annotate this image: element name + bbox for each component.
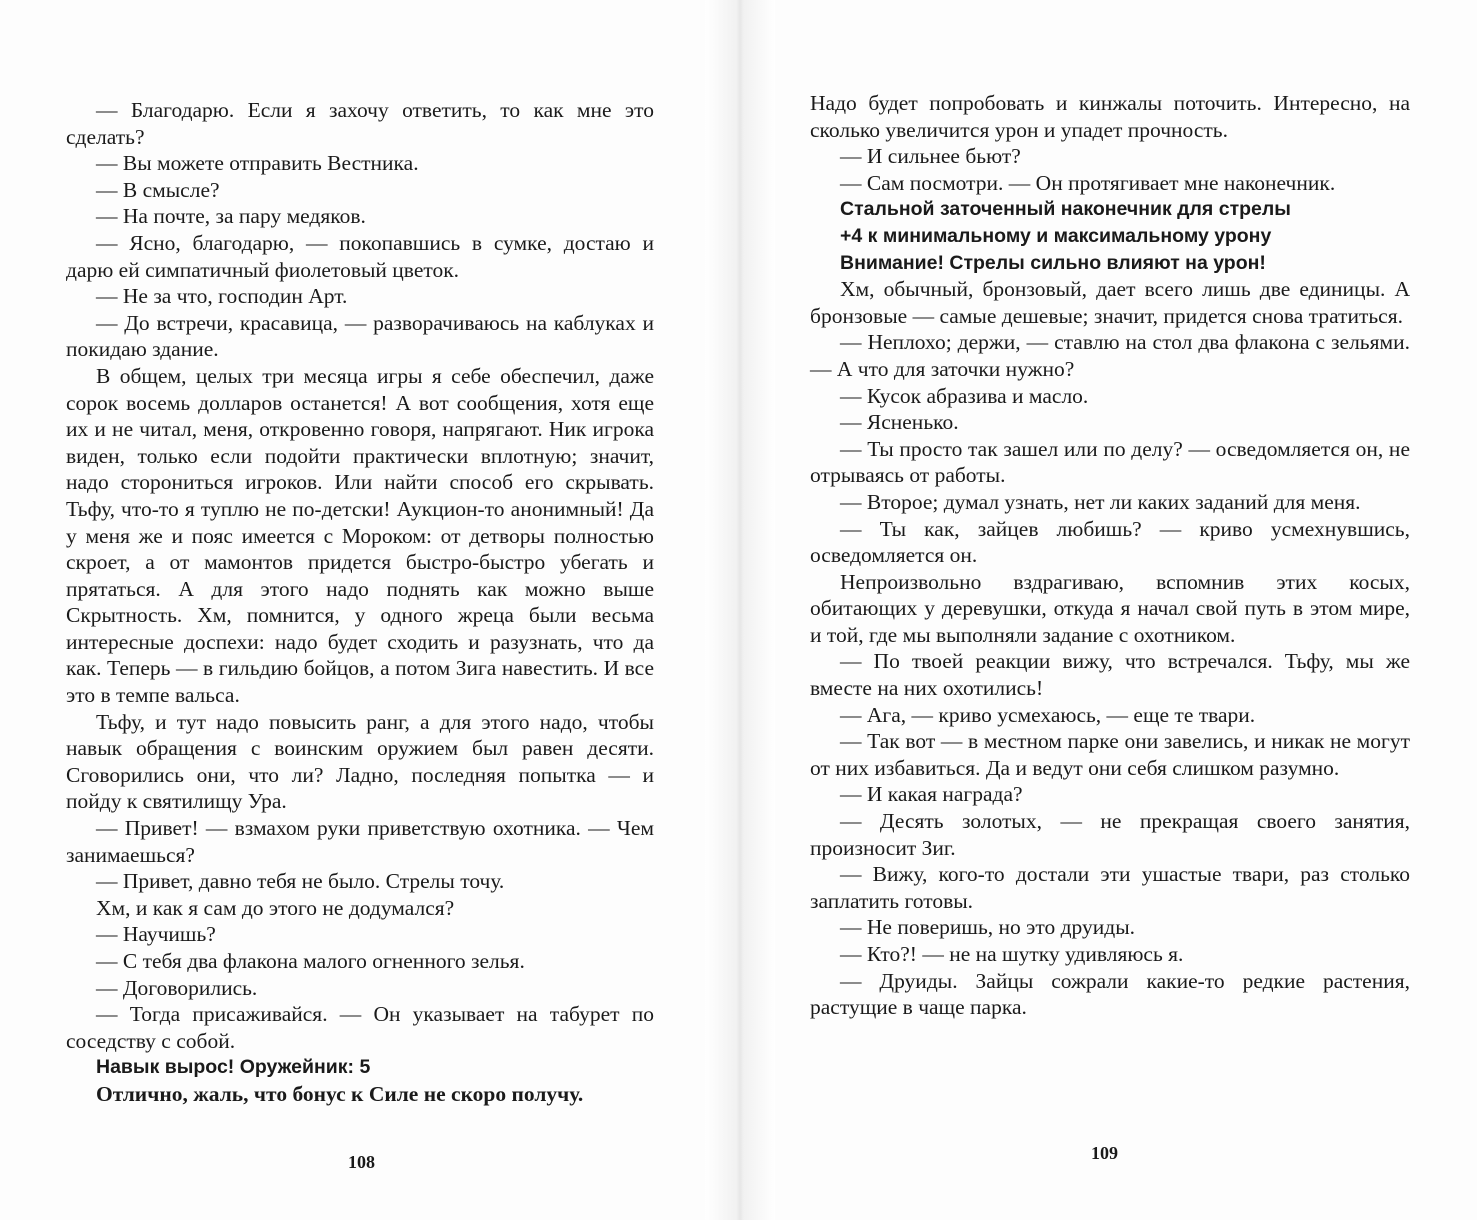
left-page-text [66,97,654,1108]
paragraph: — Тогда присаживайся. — Он указывает на табурет по соседству с собой. [66,1002,654,1053]
paragraph: — Друиды. Зайцы сожрали какие-то редкие растения, растущие в чаще парка. [810,968,1410,1020]
paragraph: — И какая награда? [840,782,1023,807]
paragraph: — Ясненько. [840,410,959,435]
paragraph: Хм, и как я сам до этого не додумался? [96,895,455,920]
paragraph: — На почте, за пару медяков. [96,204,366,229]
paragraph: — Научишь? [96,922,216,947]
paragraph: — Вы можете отправить Вестника. [96,151,419,176]
paragraph: — Второе; думал узнать, нет ли каких заданий для меня. [840,489,1361,514]
paragraph: — Кто?! — не на шутку удивляюсь я. [840,942,1184,966]
left-page [0,0,720,1220]
paragraph: — И сильнее бьют? [840,144,1021,169]
right-page [760,0,1477,1220]
paragraph: — По твоей реакции вижу, что встречался. Тьфу, мы же вместе на них охотились! [810,649,1410,701]
paragraph: — Ага, — криво усмехаюсь, — еще те твари. [840,702,1256,727]
paragraph: Отлично, жаль, что бонус к Силе не скоро получу. [96,1081,584,1106]
paragraph: — Десять золотых, — не прекращая своего занятия, произносит Зиг. [810,809,1410,860]
paragraph: — Ты просто так зашел или по делу? — осведомляется он, не отрываясь от работы. [810,436,1410,488]
paragraph: — Кусок абразива и масло. [840,383,1089,408]
paragraph: Тьфу, и тут надо повысить ранг, а для этого надо, чтобы навык обращения с воинским оружием был равен десяти. Сговорились они, что ли? Ладно, последняя попытка — и пойду к святилищу Ура. [66,709,654,814]
paragraph: — В смысле? [96,177,220,202]
system-message: Внимание! Стрелы сильно влияют на урон! [840,251,1266,274]
paragraph: — Ясно, благодарю, — покопавшись в сумке, достаю и дарю ей симпатичный фиолетовый цветок. [66,230,654,282]
paragraph: — Привет! — взмахом руки приветствую охотника. — Чем занимаешься? [66,816,654,867]
paragraph: — Не за что, господин Арт. [96,284,348,309]
paragraph: — Так вот — в местном парке они завелись, и никак не могут от них избавиться. Да и ведут они себя слишком разумно. [810,729,1410,780]
paragraph: — Не поверишь, но это друиды. [840,915,1136,940]
paragraph: — Договорились. [96,975,258,1000]
paragraph: Непроизвольно вздрагиваю, вспомнив этих косых, обитающих у деревушки, откуда я начал свой путь в этом мире, и той, где мы выполняли задание с охотником. [810,569,1410,647]
paragraph: — Неплохо; держи, — ставлю на стол два флакона с зельями. — А что для заточки нужно? [810,330,1410,381]
paragraph: — До встречи, красавица, — разворачиваюсь на каблуках и покидаю здание. [66,310,654,362]
paragraph: — Благодарю. Если я захочу ответить, то как мне это сделать? [66,98,654,149]
paragraph: — Ты как, зайцев любишь? — криво усмехнувшись, осведомляется он. [810,516,1410,568]
system-message: Навык вырос! Оружейник: 5 [96,1056,371,1079]
right-page-number: 109 [1091,1143,1118,1163]
left-page-number: 108 [348,1152,375,1172]
paragraph: В общем, целых три месяца игры я себе обеспечил, даже сорок восемь долларов останется! А вот сообщения, хотя еще их и не читал, меня, откровенно говоря, напрягают. Ник игрока виден, только если подойти практически вплотную; значит, надо сторониться игроков. Или найти способ его скрывать. Тьфу, что-то я туплю не по-детски! Аукцион-то анонимный! Да у меня же и пояс имеется с Мороком: от детворы полностью скроет, а от мамонтов придется быстро-быстро убегать и прятаться. А для этого надо поднять как можно выше Скрытность. Хм, помнится, у одного жреца были весьма интересные доспехи: надо будет сходить и разузнать, что да как. Теперь — в гильдию бойцов, а потом Зига навестить. И все это в темпе вальса. [66,363,654,708]
paragraph: — Сам посмотри. — Он протягивает мне наконечник. [840,170,1336,195]
system-message: +4 к минимальному и максимальному урону [840,224,1272,247]
paragraph: Надо будет попробовать и кинжалы поточить. Интересно, на сколько увеличится урон и упадет прочность. [810,91,1410,142]
paragraph: — Привет, давно тебя не было. Стрелы точу. [96,869,505,894]
right-page-text [810,90,1410,1021]
paragraph: — С тебя два флакона малого огненного зелья. [96,949,525,973]
paragraph: — Вижу, кого-то достали эти ушастые твари, раз столько заплатить готовы. [810,862,1410,913]
system-message: Стальной заточенный наконечник для стрелы [840,198,1291,221]
paragraph: Хм, обычный, бронзовый, дает всего лишь две единицы. А бронзовые — самые дешевые; значит, придется снова тратиться. [810,277,1410,328]
